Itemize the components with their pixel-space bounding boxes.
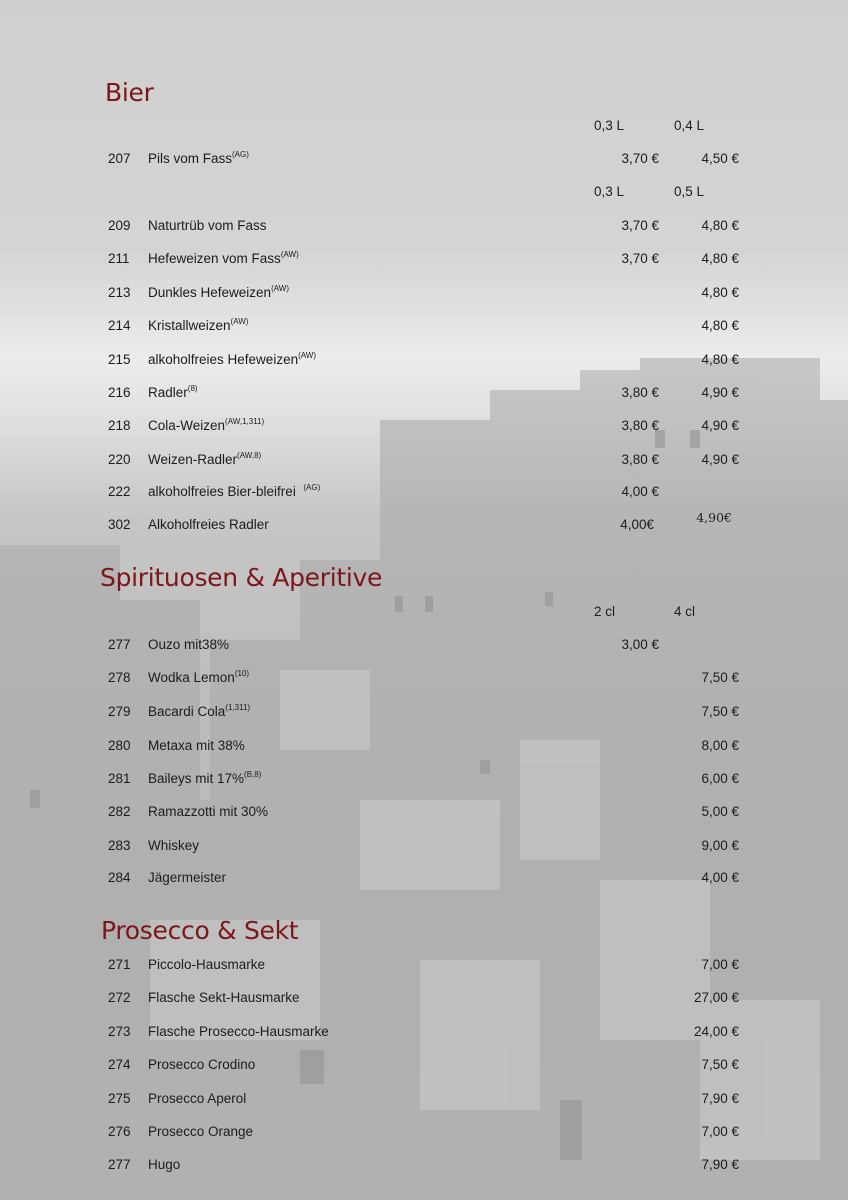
size-header-2: 4 cl: [674, 604, 696, 619]
menu-item: [0, 1055, 848, 1075]
item-number: 213: [108, 285, 131, 300]
menu-item: [0, 702, 848, 722]
menu-item: [0, 988, 848, 1008]
price-large: 4,90 €: [701, 418, 739, 433]
item-number: 271: [108, 957, 131, 972]
menu-item: [0, 450, 848, 470]
price-large: 4,90€: [696, 510, 732, 525]
item-name: Radler$^{(8)}$: [148, 384, 198, 400]
price-large: 4,80 €: [701, 218, 739, 233]
price-small: 3,80 €: [621, 452, 659, 467]
price-large: 7,50 €: [701, 704, 739, 719]
section-title-spirituosen: Spirituosen & Aperitive: [100, 563, 383, 592]
item-name: alkoholfreies Bier-bleifrei $^{(AG)}$: [148, 483, 321, 499]
item-name: Baileys mit 17%$^{(B,8)}$: [148, 770, 262, 786]
price-small: 3,70 €: [621, 251, 659, 266]
item-number: 282: [108, 804, 131, 819]
item-name: Prosecco Aperol: [148, 1091, 247, 1106]
size-header-1: 0,3 L: [594, 184, 625, 199]
menu-item: [0, 510, 848, 535]
price-large: 4,90 €: [701, 385, 739, 400]
item-name: alkoholfreies Hefeweizen$^{(AW)}$: [148, 351, 317, 367]
size-header-1: 2 cl: [594, 604, 616, 619]
item-name: Hefeweizen vom Fass$^{(AW)}$: [148, 250, 299, 266]
section-title-bier: Bier: [105, 78, 154, 107]
item-number: 278: [108, 670, 131, 685]
menu-item: [0, 216, 848, 236]
menu-item: [0, 1022, 848, 1042]
item-number: 216: [108, 385, 131, 400]
menu-item: [0, 769, 848, 789]
item-number: 211: [108, 251, 130, 266]
item-number: 279: [108, 704, 131, 719]
item-number: 272: [108, 990, 131, 1005]
item-number: 275: [108, 1091, 131, 1106]
item-number: 209: [108, 218, 131, 233]
item-number: 222: [108, 484, 131, 499]
item-name: Dunkles Hefeweizen$^{(AW)}$: [148, 284, 289, 300]
item-name: Prosecco Orange: [148, 1124, 254, 1139]
price-large: 4,00 €: [701, 870, 739, 885]
menu-item: [0, 1155, 848, 1175]
additive-note: (8): [187, 384, 198, 393]
price-small: 3,80 €: [621, 418, 659, 433]
price-large: 7,50 €: [701, 670, 739, 685]
menu-item: [0, 668, 848, 688]
menu-item: [0, 1089, 848, 1109]
item-number: 220: [108, 452, 131, 467]
section-title-prosecco: Prosecco & Sekt: [101, 916, 299, 945]
menu-item: [0, 635, 848, 655]
item-number: 277: [108, 1157, 131, 1172]
price-large: 7,00 €: [701, 1124, 739, 1139]
additive-note: (AG): [232, 150, 249, 159]
menu-item: [0, 802, 848, 822]
price-large: 7,90 €: [701, 1091, 739, 1106]
price-large: 24,00 €: [693, 1024, 739, 1039]
item-number: 218: [108, 418, 131, 433]
item-number: 276: [108, 1124, 131, 1139]
size-header-1: 0,3 L: [594, 118, 625, 133]
price-large: 6,00 €: [701, 771, 739, 786]
item-name: Weizen-Radler$^{(AW,8)}$: [148, 451, 262, 467]
price-large: 4,80 €: [701, 318, 739, 333]
item-name: Ouzo mit38%: [148, 637, 230, 652]
price-large: 9,00 €: [701, 838, 739, 853]
item-name: Ramazzotti mit 30%: [148, 804, 269, 819]
item-number: 284: [108, 870, 131, 885]
item-number: 214: [108, 318, 131, 333]
menu-item: [0, 836, 848, 856]
item-name: Alkoholfreies Radler: [148, 517, 269, 532]
additive-note: (1,311): [225, 703, 251, 712]
price-large: 27,00 €: [693, 990, 739, 1005]
item-name: Prosecco Crodino: [148, 1057, 256, 1072]
item-name: Hugo: [148, 1157, 181, 1172]
additive-note: (AW): [230, 317, 249, 326]
menu-item: [0, 1122, 848, 1142]
menu-item: [0, 416, 848, 436]
price-large: 4,80 €: [701, 251, 739, 266]
item-number: 273: [108, 1024, 131, 1039]
item-number: 281: [108, 771, 131, 786]
additive-note: (AW,1,311): [225, 417, 265, 426]
additive-note: (AW): [280, 250, 299, 259]
menu-item: [0, 350, 848, 370]
item-number: 277: [108, 637, 131, 652]
price-small: 4,00 €: [621, 484, 659, 499]
item-number: 302: [108, 517, 131, 532]
price-large: 7,50 €: [701, 1057, 739, 1072]
item-name: Pils vom Fass$^{(AG)}$: [148, 150, 249, 166]
price-large: 5,00 €: [701, 804, 739, 819]
size-header-2: 0,5 L: [674, 184, 705, 199]
item-name: Flasche Sekt-Hausmarke: [148, 990, 300, 1005]
item-name: Kristallweizen$^{(AW)}$: [148, 317, 249, 333]
price-small: 3,70 €: [621, 151, 659, 166]
price-small: 3,00 €: [621, 637, 659, 652]
menu-item: [0, 316, 848, 336]
size-header-2: 0,4 L: [674, 118, 705, 133]
additive-note: (10): [234, 669, 250, 678]
price-small: 3,70 €: [621, 218, 659, 233]
item-number: 274: [108, 1057, 131, 1072]
item-number: 207: [108, 151, 131, 166]
price-small: 4,00€: [620, 517, 654, 532]
item-name: Cola-Weizen$^{(AW,1,311)}$: [148, 417, 265, 433]
additive-note: (AG): [303, 483, 321, 492]
menu-item: [0, 283, 848, 303]
menu-item: [0, 868, 848, 888]
price-large: 7,00 €: [701, 957, 739, 972]
additive-note: (AW,8): [237, 451, 262, 460]
item-name: Piccolo-Hausmarke: [148, 957, 266, 972]
item-name: Bacardi Cola$^{(1,311)}$: [148, 703, 251, 719]
item-name: Jägermeister: [148, 870, 227, 885]
price-large: 4,50 €: [701, 151, 739, 166]
price-large: 7,90 €: [701, 1157, 739, 1172]
price-large: 4,90 €: [701, 452, 739, 467]
price-large: 4,80 €: [701, 352, 739, 367]
item-number: 283: [108, 838, 131, 853]
price-large: 4,80 €: [701, 285, 739, 300]
item-number: 215: [108, 352, 131, 367]
item-number: 280: [108, 738, 131, 753]
menu-item: [0, 249, 848, 269]
price-small: 3,80 €: [621, 385, 659, 400]
item-name: Metaxa mit 38%: [148, 738, 245, 753]
item-name: Naturtrüb vom Fass: [148, 218, 267, 233]
menu-item: [0, 482, 848, 502]
menu-item: [0, 149, 848, 169]
additive-note: (AW): [298, 351, 317, 360]
item-name: Wodka Lemon$^{(10)}$: [148, 669, 250, 685]
item-name: Whiskey: [148, 838, 200, 853]
additive-note: (AW): [271, 284, 289, 293]
additive-note: (B,8): [244, 770, 262, 779]
menu-item: [0, 955, 848, 975]
price-large: 8,00 €: [701, 738, 739, 753]
menu-item: [0, 736, 848, 756]
menu-item: [0, 383, 848, 403]
item-name: Flasche Prosecco-Hausmarke: [148, 1024, 329, 1039]
